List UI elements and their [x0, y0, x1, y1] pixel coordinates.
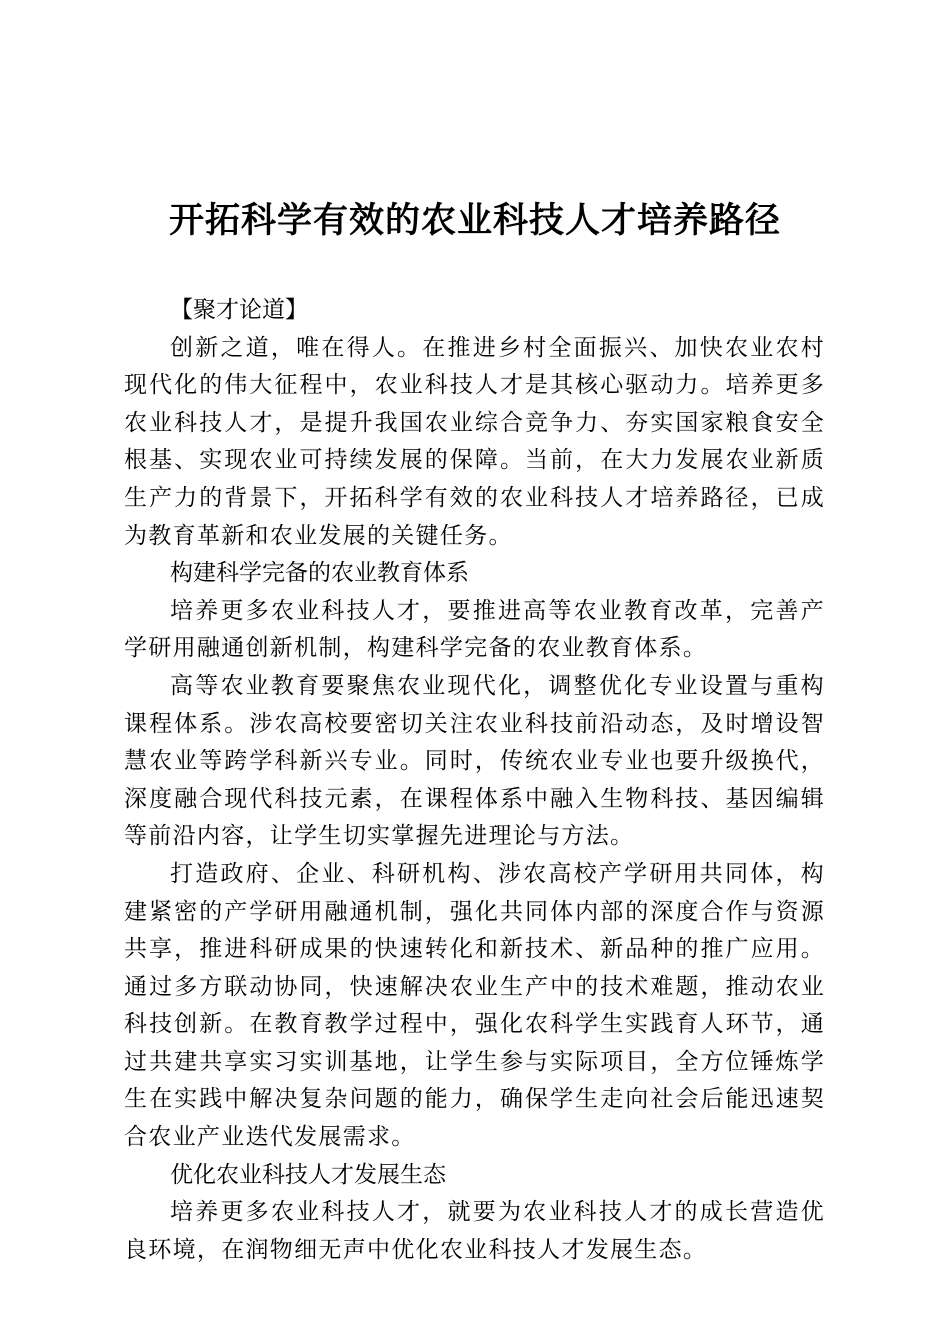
- paragraph: 高等农业教育要聚焦农业现代化，调整优化专业设置与重构课程体系。涉农高校要密切关注农业科技前沿动态，及时增设智慧农业等跨学科新兴专业。同时，传统农业专业也要升级换代，深度融合现代科技元素，在课程体系中融入生物科技、基因编辑等前沿内容，让学生切实掌握先进理论与方法。: [124, 672, 825, 850]
- column-label: 【聚才论道】: [170, 297, 308, 323]
- section-heading-1: 构建科学完备的农业教育体系: [170, 560, 469, 587]
- article-body: [124, 292, 825, 1269]
- paragraph-intro: 创新之道，唯在得人。在推进乡村全面振兴、加快农业农村现代化的伟大征程中，农业科技人才是其核心驱动力。培养更多农业科技人才，是提升我国农业综合竞争力、夯实国家粮食安全根基、实现农业可持续发展的保障。当前，在大力发展农业新质生产力的背景下，开拓科学有效的农业科技人才培养路径，已成为教育革新和农业发展的关键任务。: [124, 334, 825, 549]
- paragraph: 培养更多农业科技人才，要推进高等农业教育改革，完善产学研用融通创新机制，构建科学完备的农业教育体系。: [124, 597, 825, 662]
- paragraph: 打造政府、企业、科研机构、涉农高校产学研用共同体，构建紧密的产学研用融通机制，强化共同体内部的深度合作与资源共享，推进科研成果的快速转化和新技术、新品种的推广应用。通过多方联动协同，快速解决农业生产中的技术难题，推动农业科技创新。在教育教学过程中，强化农科学生实践育人环节，通过共建共享实习实训基地，让学生参与实际项目，全方位锤炼学生在实践中解决复杂问题的能力，确保学生走向社会后能迅速契合农业产业迭代发展需求。: [124, 860, 825, 1151]
- section-heading-2: 优化农业科技人才发展生态: [170, 1161, 446, 1188]
- paragraph: 培养更多农业科技人才，就要为农业科技人才的成长营造优良环境，在润物细无声中优化农业科技人才发展生态。: [124, 1199, 825, 1263]
- article-title: 开拓科学有效的农业科技人才培养路径: [168, 200, 781, 241]
